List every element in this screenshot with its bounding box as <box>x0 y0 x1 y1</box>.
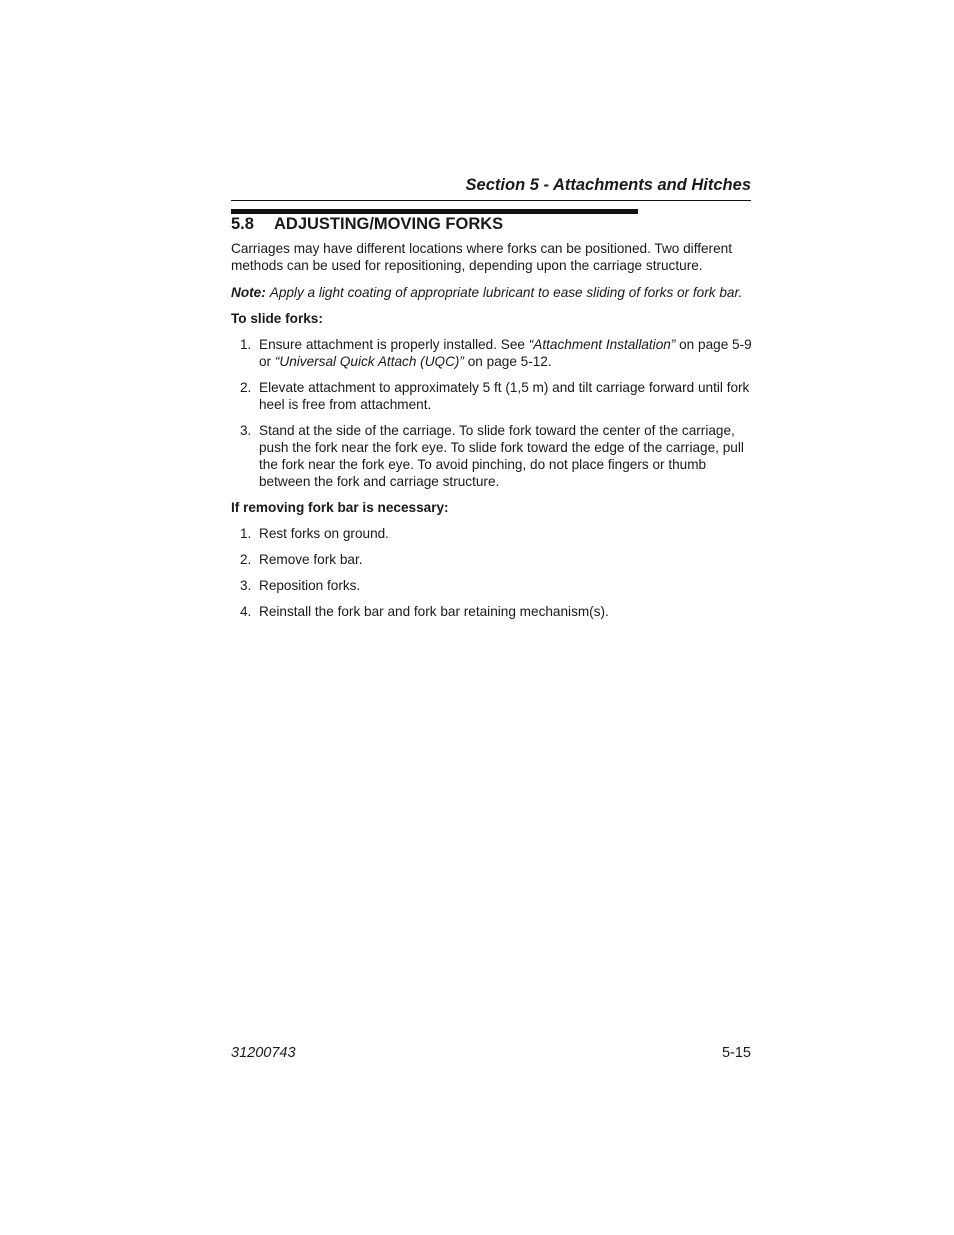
section-header: Section 5 - Attachments and Hitches <box>465 176 751 194</box>
step-number: 3. <box>240 578 252 593</box>
slide-forks-heading: To slide forks: <box>231 311 323 326</box>
note-paragraph <box>231 284 753 301</box>
step-text: Ensure attachment is properly installed. See <box>259 337 529 352</box>
step-number: 2. <box>240 380 252 395</box>
page-number: 5-15 <box>721 1045 751 1061</box>
step-text: Reinstall the fork bar and fork bar retaining mechanism(s). <box>259 604 609 619</box>
list-item <box>231 603 753 620</box>
step-number: 4. <box>240 604 252 619</box>
page-content <box>231 214 753 629</box>
list-item <box>231 551 753 568</box>
document-number: 31200743 <box>231 1045 296 1061</box>
list-item <box>231 379 753 413</box>
cross-reference-link[interactable]: “Universal Quick Attach (UQC)” <box>274 354 464 369</box>
removing-fork-bar-steps <box>231 525 753 620</box>
step-text: on page 5-9 or <box>259 337 752 369</box>
list-item <box>231 336 753 370</box>
step-text: Remove fork bar. <box>259 552 363 567</box>
cross-reference-link[interactable]: “Attachment Installation” <box>528 337 676 352</box>
header-rule <box>231 200 751 201</box>
section-number: 5.8 <box>231 215 254 233</box>
list-item <box>231 422 753 490</box>
step-number: 2. <box>240 552 252 567</box>
note-text: Apply a light coating of appropriate lubricant to ease sliding of forks or fork bar. <box>269 285 743 300</box>
note-label: Note: <box>231 285 266 300</box>
list-item <box>231 525 753 542</box>
step-text: Stand at the side of the carriage. To slide fork toward the center of the carriage, push the fork near the fork eye. To slide fork toward the edge of the carriage, pull the fork near the fork eye. To avoid pinching, do not place fingers or thumb between the fork and carriage structure. <box>259 423 744 489</box>
removing-fork-bar-heading: If removing fork bar is necessary: <box>231 500 449 515</box>
step-text: Rest forks on ground. <box>259 526 389 541</box>
section-title: ADJUSTING/MOVING FORKS <box>274 215 504 233</box>
intro-paragraph: Carriages may have different locations where forks can be positioned. Two different methods can be used for repositioning, depending upon the carriage structure. <box>231 241 732 273</box>
step-text: on page 5-12. <box>463 354 552 369</box>
slide-forks-steps <box>231 336 753 490</box>
step-text: Elevate attachment to approximately 5 ft (1,5 m) and tilt carriage forward until fork heel is free from attachment. <box>259 380 750 412</box>
step-number: 1. <box>240 526 252 541</box>
step-text: Reposition forks. <box>259 578 361 593</box>
step-number: 3. <box>240 423 252 438</box>
section-heading <box>231 214 753 234</box>
step-number: 1. <box>240 337 252 352</box>
list-item <box>231 577 753 594</box>
